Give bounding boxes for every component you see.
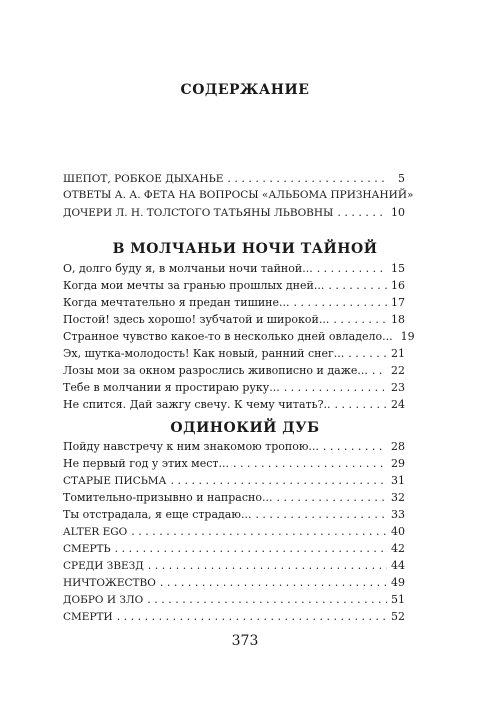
toc-entry-title: Тебе в молчании я простираю руку... bbox=[63, 381, 280, 394]
toc-entry-page: 21 bbox=[391, 347, 405, 360]
toc-entry bbox=[63, 345, 405, 362]
dot-leader bbox=[276, 489, 387, 506]
toc-entry-title: Не первый год у этих мест... bbox=[63, 457, 229, 470]
dot-leader bbox=[148, 557, 387, 574]
toc-entry-title: НИЧТОЖЕСТВО bbox=[63, 577, 156, 589]
section-heading: ОДИНОКИЙ ДУБ bbox=[170, 420, 320, 436]
toc-entry-title: Постой! здесь хорошо! зубчатой и широкой... bbox=[63, 313, 330, 326]
toc-entry-title: Томительно-призывно и напрасно... bbox=[63, 491, 273, 504]
toc-entry-page: 31 bbox=[391, 474, 405, 487]
toc-entry-title: Когда мечтательно я предан тишине... bbox=[63, 296, 290, 309]
toc-entry-page: 42 bbox=[391, 542, 405, 555]
toc-entry bbox=[63, 311, 405, 328]
dot-leader bbox=[147, 591, 387, 608]
dot-leader bbox=[117, 608, 387, 625]
toc-entry-title: Пойду навстречу к ним знакомою тропою... bbox=[63, 440, 319, 453]
toc-entry bbox=[63, 170, 405, 187]
toc-entry-title: СМЕРТЬ bbox=[63, 543, 111, 555]
toc-entry bbox=[63, 260, 405, 277]
toc-entry bbox=[63, 591, 405, 608]
toc-entry bbox=[63, 523, 405, 540]
section-heading: В МОЛЧАНЬИ НОЧИ ТАЙНОЙ bbox=[112, 241, 378, 257]
dot-leader bbox=[255, 506, 387, 523]
dot-leader bbox=[372, 362, 387, 379]
dot-leader bbox=[328, 277, 387, 294]
dot-leader bbox=[348, 345, 387, 362]
toc-entry-page: 24 bbox=[391, 398, 405, 411]
toc-entry bbox=[63, 608, 405, 625]
toc-entry-page: 51 bbox=[391, 593, 405, 606]
toc-entry-page: 49 bbox=[391, 576, 405, 589]
toc-entry-title: ОТВЕТЫ А. А. ФЕТА НА ВОПРОСЫ «АЛЬБОМА ПРИЗНАНИЙ» bbox=[63, 189, 414, 201]
toc-entry-title: СРЕДИ ЗВЕЗД bbox=[63, 560, 144, 572]
dot-leader bbox=[337, 204, 387, 221]
toc-entry-title: Не спится. Дай зажгу свечу. К чему читать?.. bbox=[63, 398, 331, 411]
toc-entry bbox=[63, 489, 405, 506]
toc-intro-list bbox=[63, 170, 414, 221]
toc-entry bbox=[63, 438, 405, 455]
toc-entry-title: ШЕПОТ, РОБКОЕ ДЫХАНЬЕ bbox=[63, 173, 224, 185]
toc-entry bbox=[63, 574, 405, 591]
dot-leader bbox=[284, 379, 387, 396]
dot-leader bbox=[115, 540, 387, 557]
toc-entry bbox=[63, 472, 405, 489]
toc-entry bbox=[63, 187, 414, 204]
toc-entry-title: Эх, шутка-молодость! Как новый, ранний снег... bbox=[63, 347, 345, 360]
toc-entry-page: 40 bbox=[391, 525, 405, 538]
toc-entry-page: 44 bbox=[391, 559, 405, 572]
toc-entry bbox=[63, 506, 405, 523]
toc-entry bbox=[63, 277, 405, 294]
toc-entry bbox=[63, 379, 405, 396]
dot-leader bbox=[323, 438, 387, 455]
toc-entry-title: ALTER EGO bbox=[63, 526, 128, 538]
toc-entry bbox=[63, 557, 405, 574]
dot-leader bbox=[317, 260, 387, 277]
dot-leader bbox=[233, 455, 387, 472]
toc-entry-title: ДОБРО И ЗЛО bbox=[63, 594, 144, 606]
toc-entry bbox=[63, 362, 405, 379]
toc-entry-title: Лозы мои за окном разрослись живописно и даже... bbox=[63, 364, 368, 377]
toc-entry-page: 22 bbox=[391, 364, 405, 377]
dot-leader bbox=[333, 311, 387, 328]
toc-entry-page: 17 bbox=[391, 296, 405, 309]
toc-entry-page: 10 bbox=[391, 206, 405, 219]
dot-leader bbox=[171, 472, 387, 489]
toc-entry-page: 29 bbox=[391, 457, 405, 470]
toc-entry-title: ДОЧЕРИ Л. Н. ТОЛСТОГО ТАТЬЯНЫ ЛЬВОВНЫ bbox=[63, 207, 334, 219]
toc-section-list bbox=[63, 260, 415, 413]
toc-entry-title: Ты отстрадала, я еще страдаю... bbox=[63, 508, 252, 521]
toc-entry-page: 15 bbox=[391, 262, 405, 275]
toc-entry-page: 5 bbox=[398, 172, 405, 185]
page-number: 373 bbox=[231, 633, 259, 649]
dot-leader bbox=[131, 523, 387, 540]
toc-entry bbox=[63, 540, 405, 557]
toc-entry-page: 28 bbox=[391, 440, 405, 453]
toc-entry bbox=[63, 396, 405, 413]
toc-entry bbox=[63, 294, 405, 311]
toc-entry bbox=[63, 455, 405, 472]
dot-leader bbox=[227, 170, 387, 187]
toc-entry-page: 33 bbox=[391, 508, 405, 521]
toc-entry-title: СМЕРТИ bbox=[63, 611, 113, 623]
toc-entry-title: СТАРЫЕ ПИСЬМА bbox=[63, 475, 167, 487]
toc-entry-title: Когда мои мечты за гранью прошлых дней... bbox=[63, 279, 325, 292]
dot-leader bbox=[160, 574, 387, 591]
toc-entry-page: 18 bbox=[391, 313, 405, 326]
toc-entry-title: О, долго буду я, в молчаньи ночи тайной... bbox=[63, 262, 313, 275]
toc-section-list bbox=[63, 438, 405, 625]
toc-entry-page: 19 bbox=[400, 330, 415, 343]
toc-entry-page: 16 bbox=[391, 279, 405, 292]
toc-entry-page: 52 bbox=[391, 610, 405, 623]
page-title: СОДЕРЖАНИЕ bbox=[180, 82, 310, 98]
dot-leader bbox=[294, 294, 387, 311]
dot-leader bbox=[334, 396, 387, 413]
toc-entry bbox=[63, 328, 415, 345]
toc-entry-title: Странное чувство какое-то в несколько дней овладело... bbox=[63, 330, 393, 343]
toc-entry-page: 23 bbox=[391, 381, 405, 394]
toc-entry-page: 32 bbox=[391, 491, 405, 504]
toc-entry bbox=[63, 204, 405, 221]
